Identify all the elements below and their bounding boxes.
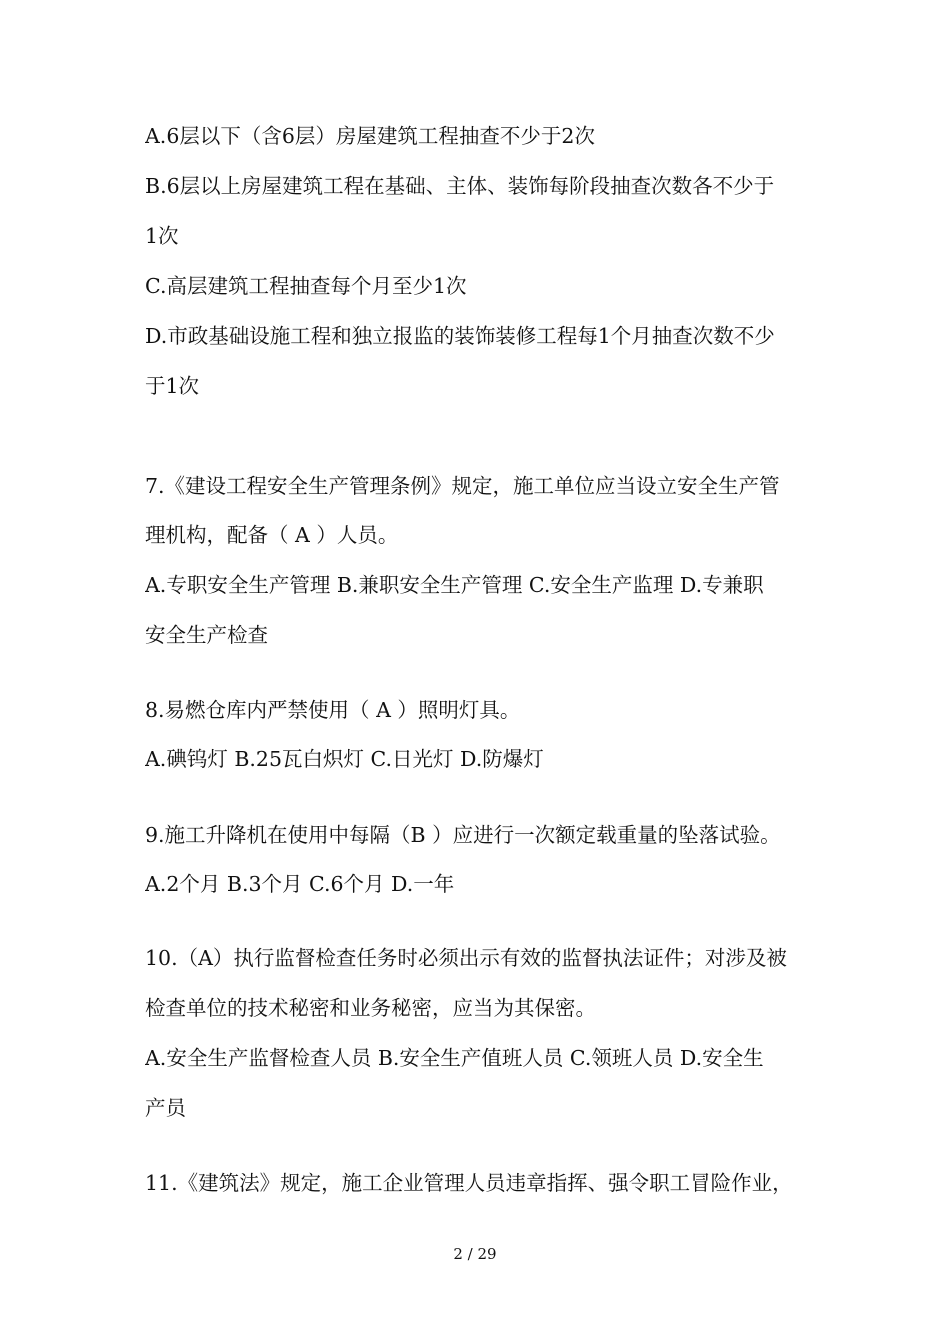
option-line: D.市政基础设施工程和独立报监的装饰装修工程每1个月抽查次数不少 — [145, 324, 775, 348]
question-7-options: A.专职安全生产管理 B.兼职安全生产管理 C.安全生产监理 D.专兼职 — [145, 573, 764, 597]
option-line: C.高层建筑工程抽查每个月至少1次 — [145, 274, 467, 298]
question-8: 8.易燃仓库内严禁使用（ A ）照明灯具。 — [145, 698, 521, 722]
question-10-options-continued: 产员 — [145, 1096, 186, 1120]
question-10-continued: 检查单位的技术秘密和业务秘密，应当为其保密。 — [145, 996, 596, 1020]
option-line: A.6层以下（含6层）房屋建筑工程抽查不少于2次 — [145, 124, 595, 148]
question-7: 7.《建设工程安全生产管理条例》规定，施工单位应当设立安全生产管 — [145, 474, 780, 498]
option-line-continued: 于1次 — [145, 374, 200, 398]
question-9: 9.施工升降机在使用中每隔（B ）应进行一次额定载重量的坠落试验。 — [145, 823, 781, 847]
option-line-continued: 1次 — [145, 224, 179, 248]
question-11: 11.《建筑法》规定，施工企业管理人员违章指挥、强令职工冒险作业， — [145, 1171, 793, 1195]
question-7-continued: 理机构，配备（ A ）人员。 — [145, 523, 399, 547]
page-indicator: 2 / 29 — [453, 1245, 497, 1263]
question-9-options: A.2个月 B.3个月 C.6个月 D.一年 — [145, 872, 455, 896]
question-7-options-continued: 安全生产检查 — [145, 623, 268, 647]
question-8-options: A.碘钨灯 B.25瓦白炽灯 C.日光灯 D.防爆灯 — [145, 747, 544, 771]
question-10-options: A.安全生产监督检查人员 B.安全生产值班人员 C.领班人员 D.安全生 — [145, 1046, 764, 1070]
question-10: 10.（A）执行监督检查任务时必须出示有效的监督执法证件；对涉及被 — [145, 946, 787, 970]
option-line: B.6层以上房屋建筑工程在基础、主体、装饰每阶段抽查次数各不少于 — [145, 174, 775, 198]
